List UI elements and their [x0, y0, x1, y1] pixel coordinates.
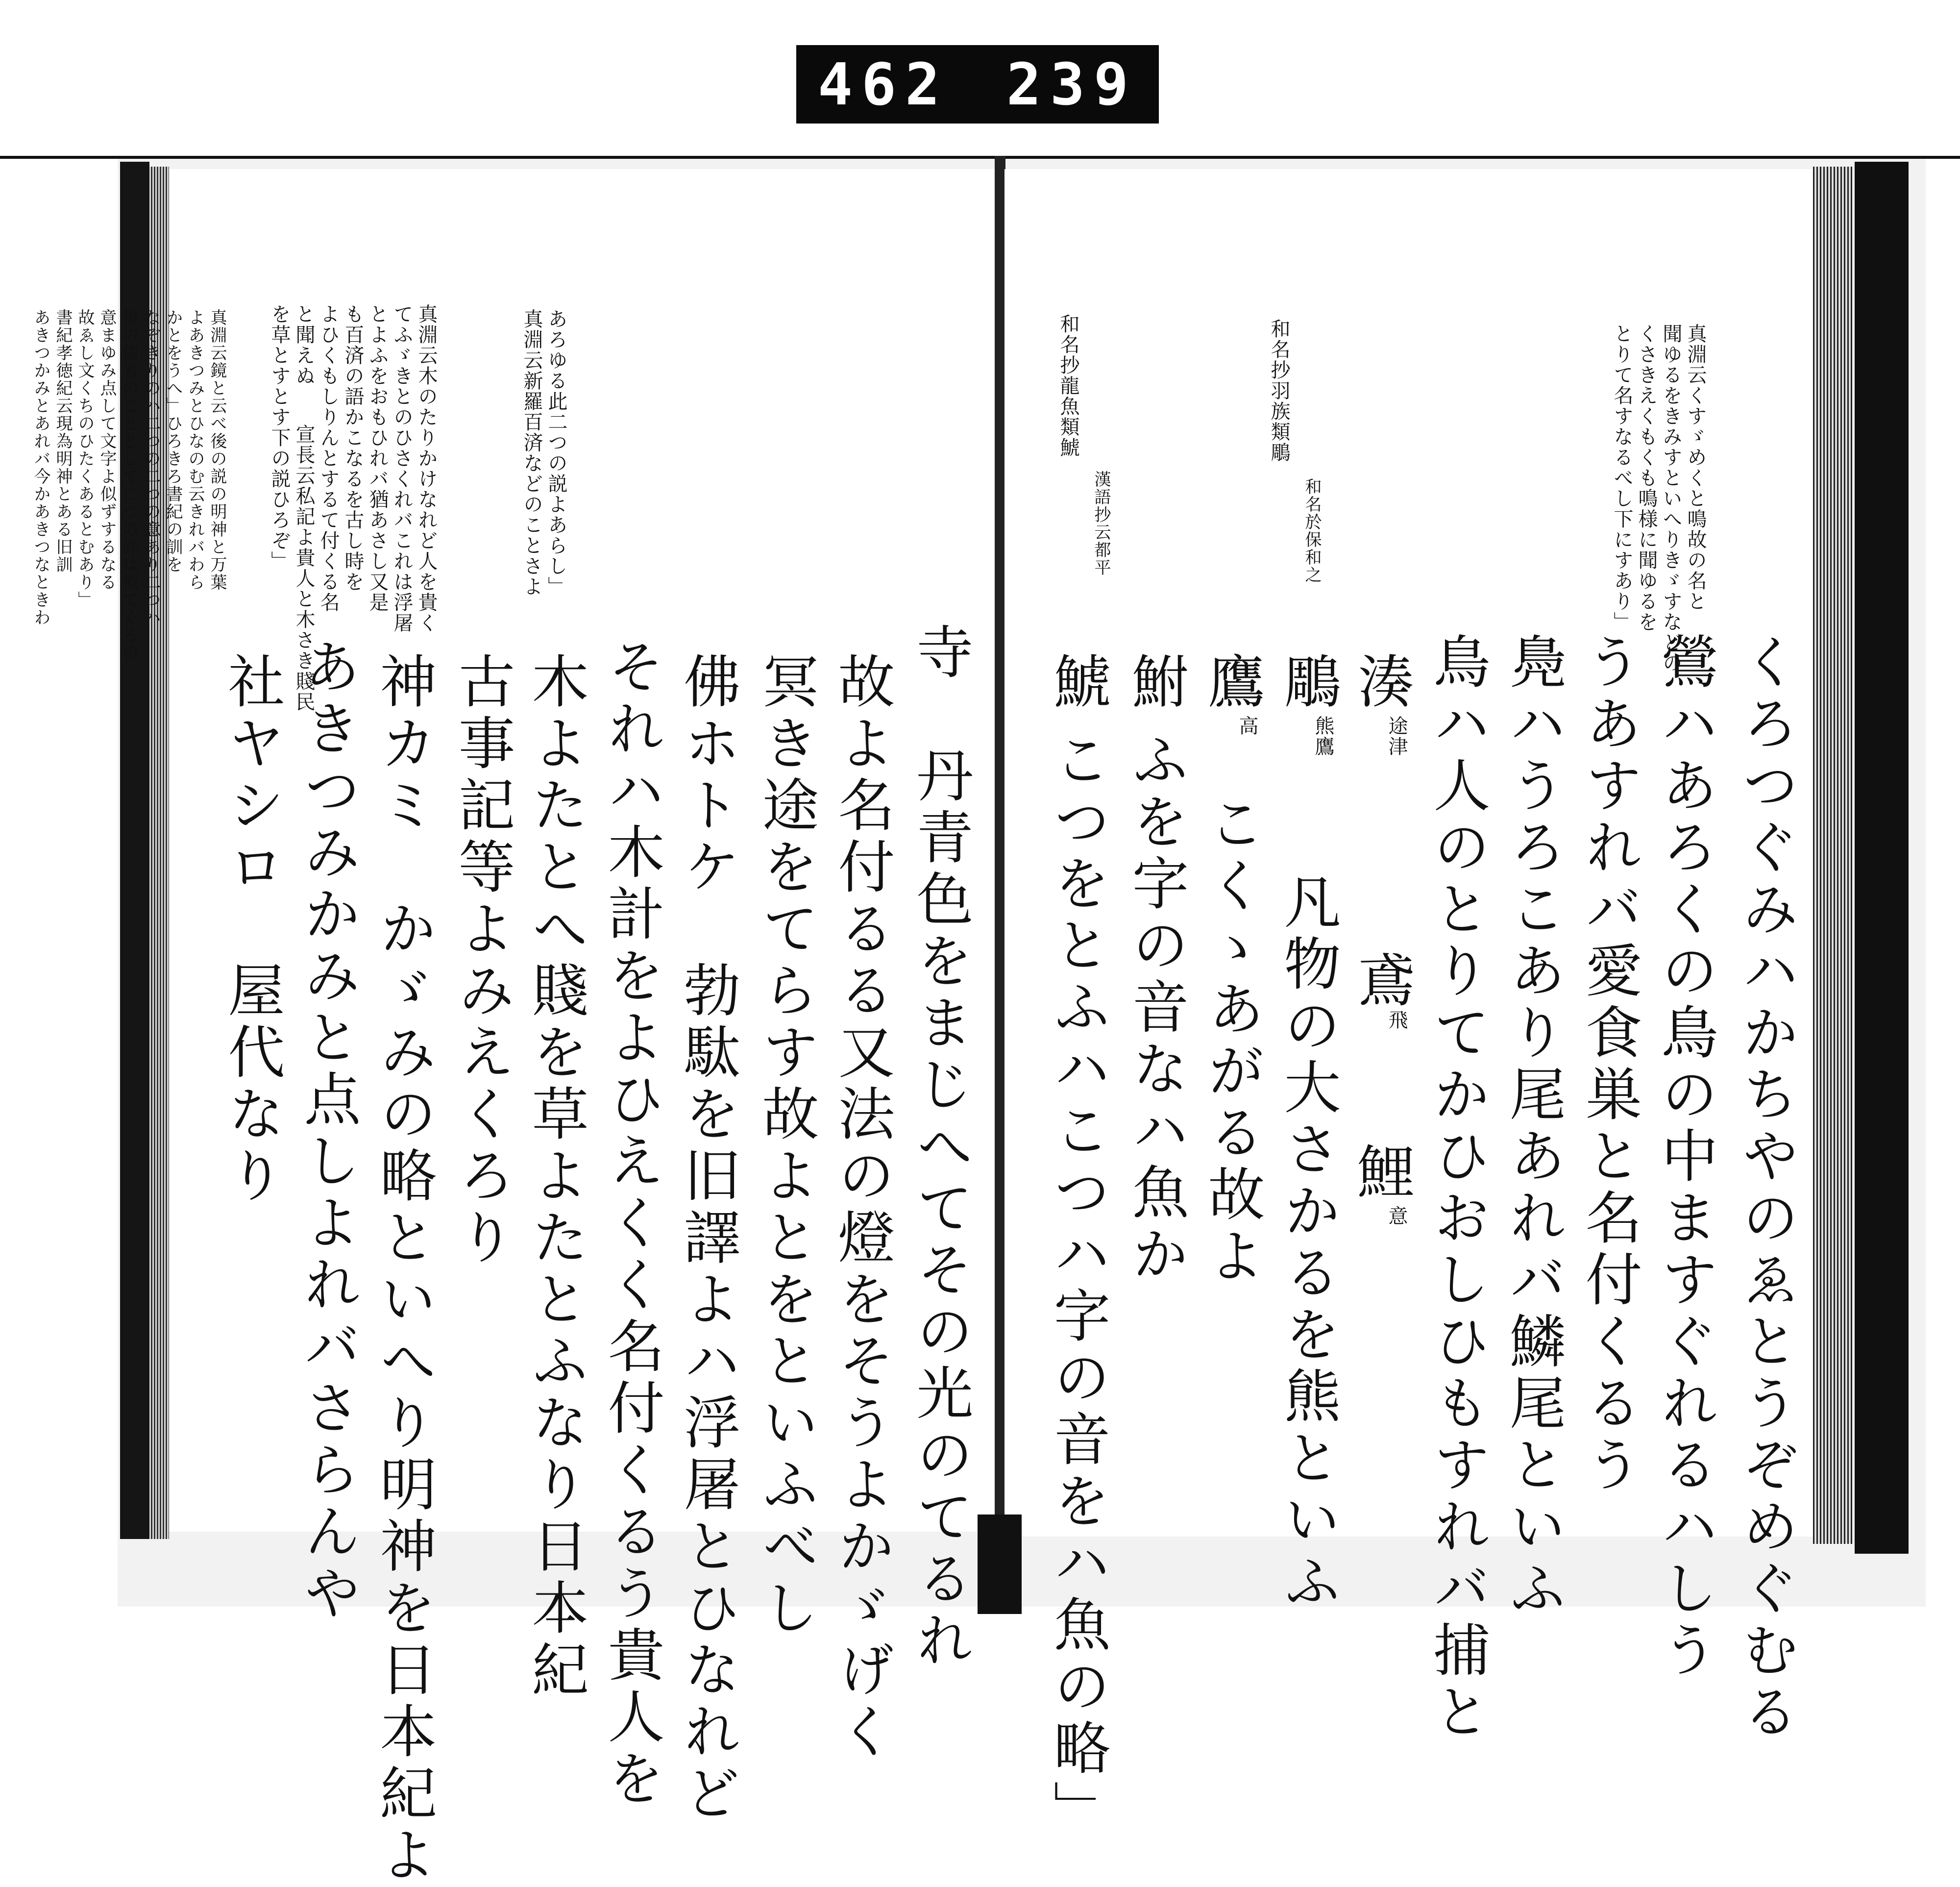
right-note-fish: 和名抄龍魚類鯱: [1057, 314, 1079, 458]
right-note-head-line-4: とりて名すなるべし下にすあり」: [1611, 323, 1633, 632]
left-main-col-7: 古事記等よみえくろり: [449, 652, 515, 1269]
left-note-2-line-8: を草とすとす下の説ひろぞ」: [268, 304, 291, 571]
entry-4-head: 鮒: [1123, 652, 1189, 714]
left-note-3-line-8: 書紀孝徳紀云現為明神とある旧訓: [53, 309, 73, 573]
entry-1-extra-ruby: 飛: [1385, 1010, 1408, 1030]
left-note-2-line-3: とよふをおもひれバ猶あさし又是: [366, 304, 389, 613]
left-note-2-line-2: てふゞきとのひさくれバこれは浮屠: [391, 304, 413, 633]
left-note-3-line-3: かとをうへ」ひろきろ書紀の訓を: [163, 309, 183, 573]
left-note-3-line-7: 故ゑし文くちのひたくあるとむあり」: [75, 309, 95, 609]
right-main-col-3: うあすれバ愛食巣と名付くるう: [1576, 632, 1642, 1497]
left-note-3-line-6: 意まゆみ点して文字よ似ずするなる: [97, 309, 117, 591]
entry-1-extra: 鳶: [1348, 951, 1414, 1013]
left-note-3-line-5: 後の儒者のこととして二つの詳は似てくるの: [119, 309, 139, 662]
entry-2-body: 凡物の大さかるを熊といふ: [1274, 872, 1341, 1614]
gutter: [995, 156, 1005, 1538]
entry-1-head: 湊: [1348, 652, 1414, 714]
spine-shadow: [978, 1515, 1022, 1614]
right-main-col-1: くろつぐみハかちやのゑとうぞめぐむる: [1733, 632, 1799, 1744]
entry-3-head: 鷹: [1199, 652, 1265, 714]
left-note-3-line-4: なぞきりのハ二つの二つの意あり二つハ: [141, 309, 161, 626]
entry-3-body: こくゝあがる故よ: [1199, 794, 1265, 1288]
entry-5-head: 鯱: [1044, 652, 1110, 714]
left-note-2-line-1: 真淵云木のたりかけなれど人を貴く: [415, 304, 438, 633]
left-note-3-line-2: よあきつみとひなのむ云きれバわら: [185, 309, 205, 591]
entry-5-body: こつをとふハこつハ字の音をハ魚の略」: [1044, 730, 1110, 1842]
right-main-col-4: 鳧ハうろこあり尾あれバ鱗尾といふ: [1500, 632, 1566, 1620]
top-rule: [0, 156, 1960, 159]
entry-2-head: 鵰: [1274, 652, 1341, 714]
right-main-col-5: 鳥ハ人のとりてかひおしひもすれバ捕と: [1424, 632, 1490, 1744]
left-note-3-line-1: 真淵云鏡と云べ後の説の明神と万葉: [207, 309, 227, 591]
left-note-1-line-2: あろゆる此二つの説よあらし」: [545, 309, 567, 597]
right-note-fish-small: 漢語抄云都平: [1091, 471, 1111, 576]
left-main-col-4: 佛ホトケ 勃駄を旧譯よハ浮屠とひなれど: [674, 652, 740, 1825]
left-note-2-line-5: よひくもしりんとするて付くる名: [317, 304, 340, 613]
right-note-head-line-3: くさきえくもくも鳴様に聞ゆるを: [1635, 323, 1658, 632]
entry-1-tail: 鯉: [1348, 1142, 1414, 1204]
left-note-2-line-6: と聞えぬ: [293, 304, 315, 386]
left-main-col-6: 木よたとへ賤を草よたとふなり日本紀: [522, 652, 588, 1702]
entry-3-ruby: 高: [1236, 716, 1258, 736]
right-note-head-line-1: 真淵云くすゞめくと鳴故の名と: [1684, 323, 1707, 612]
left-main-col-5: それハ木計をよひえくく名付くるう貴人を: [598, 637, 664, 1811]
left-note-2-line-7: 宣長云私記よ貴人と木さき賤民: [293, 424, 315, 712]
entry-2-ruby: 熊鷹: [1312, 716, 1334, 757]
left-main-col-3: 冥き途をてらす故よとをといふべし: [753, 652, 819, 1640]
left-main-col-1: 寺 丹青色をまじへてその光のてるれ: [907, 622, 973, 1672]
left-main-col-9: あきつみかみと点しよれバさらんや: [294, 637, 361, 1625]
right-note-mid: 和名抄羽族類鵰: [1268, 319, 1290, 463]
entry-4-body: ふを字の音なハ魚か: [1123, 730, 1189, 1286]
left-note-2-line-4: も百済の語かこなるを古し時を: [342, 304, 364, 592]
folio-right-number: 239: [1006, 50, 1137, 118]
folio-left-number: 462: [818, 50, 949, 118]
right-main-col-2: 鶯ハあろくの鳥の中ますぐれるハしう: [1652, 632, 1718, 1682]
left-main-col-2: 故よ名付るる又法の燈をそうよかゞげく: [829, 652, 895, 1763]
left-main-col-8: 神カミ かゞみの略といへり明神を日本紀よ: [370, 652, 437, 1887]
right-page-edges: [1813, 167, 1852, 1544]
right-note-mid-small: 和名於保和之: [1302, 478, 1322, 584]
left-main-col-10: 社ヤシロ 屋代なり: [219, 652, 285, 1208]
left-note-1-line-1: 真淵云新羅百済などのことさよ: [520, 309, 543, 597]
entry-1-ruby: 途津: [1385, 716, 1408, 757]
folio-label: [796, 45, 1159, 124]
right-note-head-line-2: 聞ゆるをきみすといへりきゞすなどの: [1660, 323, 1682, 673]
entry-1-tail-ruby: 意: [1385, 1206, 1408, 1226]
left-note-3-line-9: あきつかみとあれバ今かあきつなときわ: [31, 309, 50, 626]
right-cover-edge: [1855, 162, 1909, 1554]
